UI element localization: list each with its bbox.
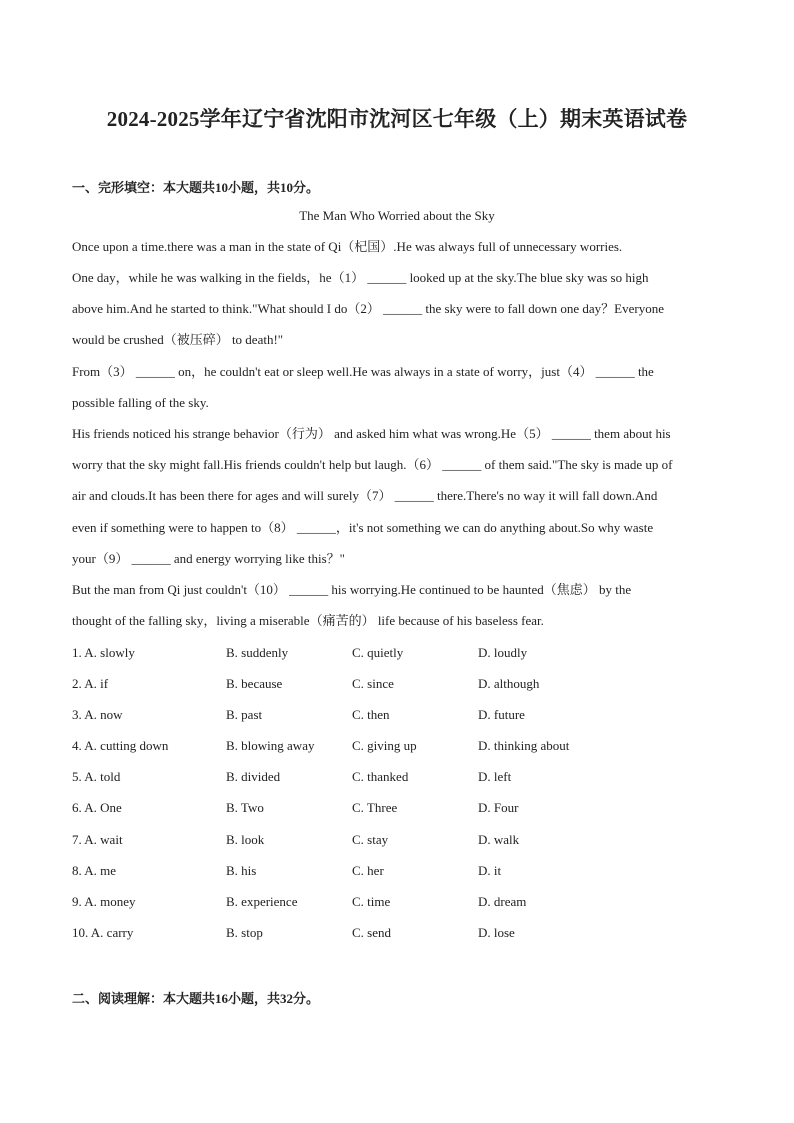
option-c: C. Three (352, 800, 398, 815)
option-b: B. his (226, 863, 257, 878)
option-d: D. loudly (478, 645, 528, 660)
option-b: B. because (226, 676, 283, 691)
option-d: D. left (478, 769, 512, 784)
option-b: B. look (226, 832, 265, 847)
question-row (72, 645, 722, 663)
question-row (72, 738, 722, 756)
option-b: B. stop (226, 925, 263, 940)
passage-line: would be crushed（被压碎） to death!" (72, 332, 284, 347)
option-b: B. Two (226, 800, 264, 815)
option-a: 9. A. money (72, 894, 136, 909)
option-c: C. send (352, 925, 391, 940)
option-d: D. although (478, 676, 540, 691)
option-d: D. walk (478, 832, 520, 847)
option-b: B. blowing away (226, 738, 315, 753)
option-a: 2. A. if (72, 676, 109, 691)
question-row (72, 769, 722, 787)
option-d: D. future (478, 707, 525, 722)
passage-line: your（9） ______ and energy worrying like this？" (72, 551, 345, 566)
option-c: C. time (352, 894, 391, 909)
option-a: 5. A. told (72, 769, 121, 784)
option-d: D. Four (478, 800, 519, 815)
option-c: C. stay (352, 832, 389, 847)
exam-title: 2024-2025学年辽宁省沈阳市沈河区七年级（上）期末英语试卷 (106, 107, 688, 131)
question-row (72, 925, 722, 943)
option-d: D. thinking about (478, 738, 570, 753)
option-c: C. since (352, 676, 394, 691)
passage-line: thought of the falling sky，living a miserable（痛苦的） life because of his baseless fear. (72, 613, 544, 628)
option-c: C. her (352, 863, 384, 878)
section-reading-heading: 二、阅读理解：本大题共16小题，共32分。 (72, 991, 320, 1006)
option-a: 4. A. cutting down (72, 738, 169, 753)
question-row (72, 863, 722, 881)
option-d: D. lose (478, 925, 515, 940)
passage-title: The Man Who Worried about the Sky (299, 208, 495, 223)
option-a: 6. A. One (72, 800, 122, 815)
question-row (72, 894, 722, 912)
question-row (72, 707, 722, 725)
option-a: 1. A. slowly (72, 645, 135, 660)
option-c: C. giving up (352, 738, 417, 753)
passage-line: One day，while he was walking in the fields，he（1） ______ looked up at the sky.The blue sky was so high (72, 270, 649, 285)
option-d: D. it (478, 863, 502, 878)
option-c: C. thanked (352, 769, 409, 784)
passage-line: air and clouds.It has been there for ages and will surely（7） ______ there.There's no way it will fall down.And (72, 488, 658, 503)
passage-line: Once upon a time.there was a man in the state of Qi（杞国）.He was always full of unnecessary worries. (72, 239, 623, 254)
option-a: 3. A. now (72, 707, 123, 722)
question-row (72, 832, 722, 850)
question-row (72, 676, 722, 694)
passage-line: possible falling of the sky. (72, 395, 209, 410)
passage-line: worry that the sky might fall.His friends couldn't help but laugh.（6） ______ of them said."The sky is made up of (72, 457, 673, 472)
option-a: 8. A. me (72, 863, 117, 878)
option-b: B. past (226, 707, 263, 722)
option-c: C. quietly (352, 645, 404, 660)
option-b: B. divided (226, 769, 281, 784)
question-row (72, 800, 722, 818)
section-cloze-heading: 一、完形填空：本大题共10小题，共10分。 (72, 180, 320, 195)
option-b: B. suddenly (226, 645, 289, 660)
option-c: C. then (352, 707, 390, 722)
option-d: D. dream (478, 894, 527, 909)
option-a: 7. A. wait (72, 832, 123, 847)
option-b: B. experience (226, 894, 298, 909)
passage-line: even if something were to happen to（8） ______，it's not something we can do anything about.So why waste (72, 520, 654, 535)
option-a: 10. A. carry (72, 925, 134, 940)
passage-line: above him.And he started to think."What should I do（2） ______ the sky were to fall down one day？Everyone (72, 301, 664, 316)
passage-line: But the man from Qi just couldn't（10） ______ his worrying.He continued to be haunted（焦虑） by the (72, 582, 632, 597)
passage-line: From（3） ______ on，he couldn't eat or sleep well.He was always in a state of worry，just（4） ______ the (72, 364, 654, 379)
passage-line: His friends noticed his strange behavior（行为） and asked him what was wrong.He（5） ______ them about his (72, 426, 671, 441)
